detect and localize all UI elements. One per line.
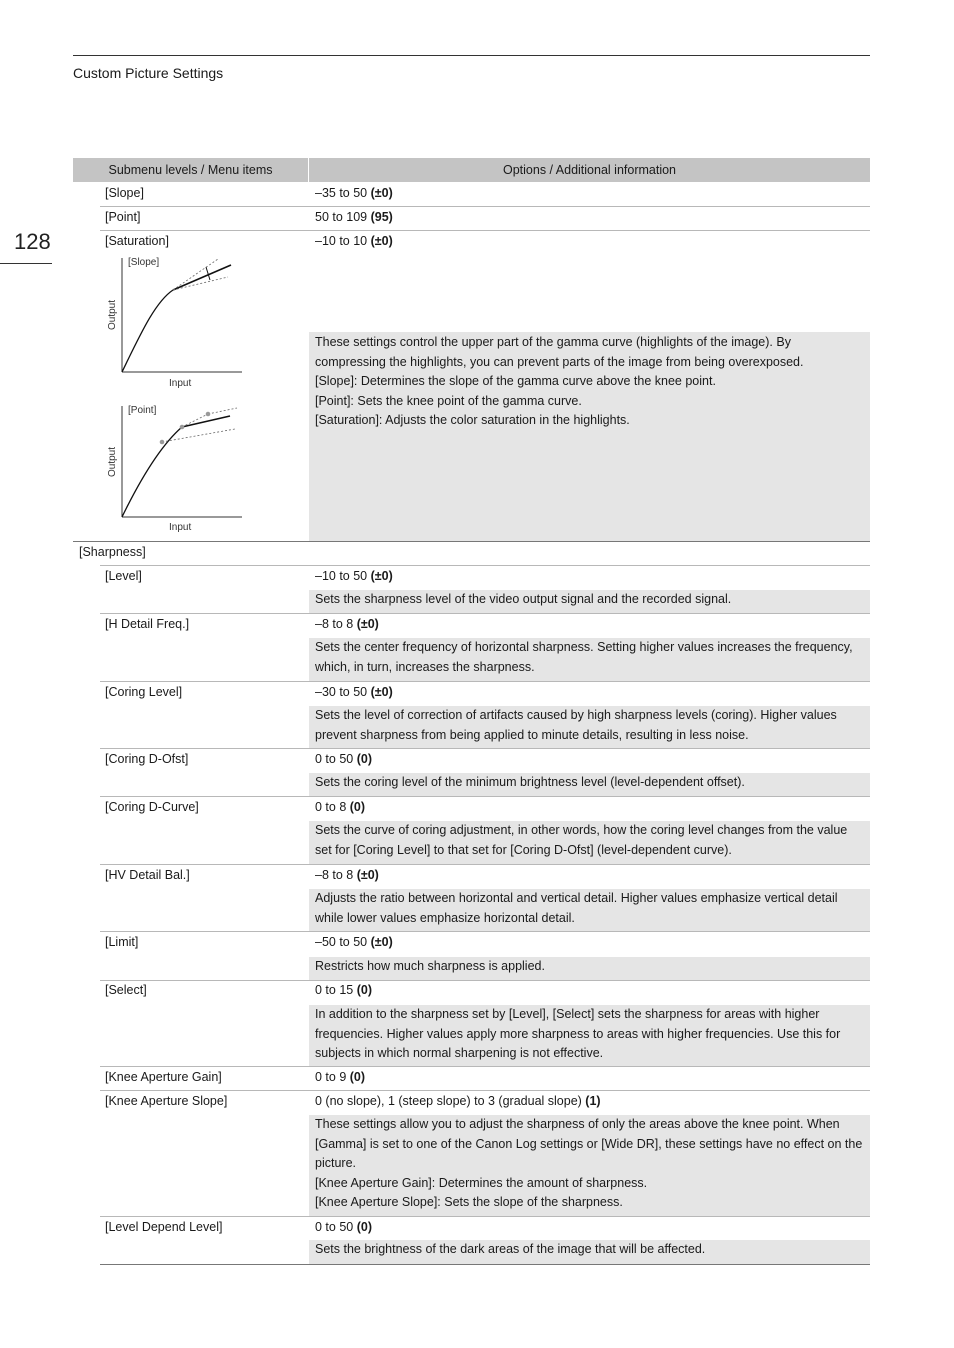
menu-item-coring-d-ofst: [Coring D-Ofst] bbox=[105, 752, 189, 766]
option-level: –10 to 50 (±0) bbox=[315, 569, 393, 583]
option-limit: –50 to 50 (±0) bbox=[315, 935, 393, 949]
graph-point-xlabel: Input bbox=[169, 522, 192, 533]
option-point: 50 to 109 (95) bbox=[315, 210, 393, 224]
table-bottom-rule bbox=[100, 1264, 870, 1265]
menu-item-level-depend-level: [Level Depend Level] bbox=[105, 1220, 223, 1234]
page-number: 128 bbox=[14, 229, 51, 254]
row-divider bbox=[100, 565, 870, 566]
level-description: Sets the sharpness level of the video output signal and the recorded signal. bbox=[309, 590, 870, 613]
menu-item-hv-detail-bal: [HV Detail Bal.] bbox=[105, 868, 190, 882]
knee-slope-steep bbox=[173, 259, 218, 290]
row-divider bbox=[100, 980, 870, 981]
option-level-depend-level: 0 to 50 (0) bbox=[315, 1220, 372, 1234]
column-header-options: Options / Additional information bbox=[309, 158, 870, 182]
row-divider bbox=[100, 748, 870, 749]
menu-item-h-detail-freq: [H Detail Freq.] bbox=[105, 617, 190, 631]
column-header-submenu: Submenu levels / Menu items bbox=[73, 158, 308, 182]
menu-item-saturation: [Saturation] bbox=[105, 234, 169, 248]
option-h-detail-freq: –8 to 8 (±0) bbox=[315, 617, 379, 631]
option-coring-d-ofst: 0 to 50 (0) bbox=[315, 752, 372, 766]
graph-point-ylabel: Output bbox=[107, 446, 118, 477]
knee-point-marker bbox=[180, 425, 185, 430]
knee-slope-graph bbox=[100, 250, 250, 395]
menu-item-limit: [Limit] bbox=[105, 935, 139, 949]
row-divider bbox=[100, 864, 870, 865]
menu-item-slope: [Slope] bbox=[105, 186, 144, 200]
knee-slope-line bbox=[173, 265, 231, 290]
menu-item-point: [Point] bbox=[105, 210, 141, 224]
page-number-rule bbox=[0, 263, 52, 264]
level-depend-level-description: Sets the brightness of the dark areas of the image that will be affected. bbox=[309, 1240, 870, 1264]
menu-item-knee-aperture-gain: [Knee Aperture Gain] bbox=[105, 1070, 222, 1084]
graph-slope-tag: [Slope] bbox=[128, 257, 160, 268]
knee-point-marker-high bbox=[206, 412, 211, 417]
row-divider bbox=[100, 230, 870, 231]
select-description: In addition to the sharpness set by [Level], [Select] sets the sharpness for areas with higher frequencies. Higher values apply more sharpness to areas with higher frequencies. Use this for subjects in which normal sharpening is not effective. bbox=[309, 1005, 870, 1066]
knee-description: These settings control the upper part of the gamma curve (highlights of the image). By compressing the highlights, you can prevent parts of the image from being overexposed. [Slope]: Determines the slope of the gamma curve above the knee point. [Point]: Sets the knee point of the gamma curve. [Saturation]: Adjusts the color saturation in the highlights. bbox=[309, 332, 870, 541]
knee-aperture-description: These settings allow you to adjust the sharpness of only the areas above the knee point. When [Gamma] is set to one of the Canon Log settings or [Wide DR], these settings have no effect on the picture. [Knee Aperture Gain]: Determines the amount of sharpness. [Knee Aperture Slope]: Sets the slope of the sharpness. bbox=[309, 1115, 870, 1216]
row-divider bbox=[100, 1090, 870, 1091]
knee-point-line bbox=[182, 416, 230, 427]
knee-point-high bbox=[182, 414, 208, 427]
option-knee-aperture-slope: 0 (no slope), 1 (steep slope) to 3 (gradual slope) (1) bbox=[315, 1094, 601, 1108]
graph-slope-ylabel: Output bbox=[107, 299, 118, 330]
option-slope: –35 to 50 (±0) bbox=[315, 186, 393, 200]
row-divider bbox=[100, 1216, 870, 1217]
menu-item-level: [Level] bbox=[105, 569, 142, 583]
graph-point-tag: [Point] bbox=[128, 405, 157, 416]
menu-item-knee-aperture-slope: [Knee Aperture Slope] bbox=[105, 1094, 228, 1108]
menu-item-coring-level: [Coring Level] bbox=[105, 685, 183, 699]
graph-slope-xlabel: Input bbox=[169, 378, 192, 389]
coring-d-ofst-description: Sets the coring level of the minimum brightness level (level-dependent offset). bbox=[309, 773, 870, 796]
section-divider bbox=[73, 541, 870, 542]
coring-d-curve-description: Sets the curve of coring adjustment, in other words, how the coring level changes from the value set for [Coring Level] to that set for [Coring D-Ofst] (level-dependent curve). bbox=[309, 821, 870, 864]
row-divider bbox=[100, 1066, 870, 1067]
header-rule bbox=[73, 55, 870, 56]
option-coring-d-curve: 0 to 8 (0) bbox=[315, 800, 366, 814]
row-divider bbox=[100, 613, 870, 614]
row-divider bbox=[100, 931, 870, 932]
coring-level-description: Sets the level of correction of artifacts caused by high sharpness levels (coring). Higher values prevent sharpness from being applied to minute details, resulting in less noise. bbox=[309, 706, 870, 748]
row-divider bbox=[100, 681, 870, 682]
option-select: 0 to 15 (0) bbox=[315, 983, 372, 997]
menu-sharpness: [Sharpness] bbox=[79, 545, 146, 559]
menu-item-coring-d-curve: [Coring D-Curve] bbox=[105, 800, 199, 814]
h-detail-freq-description: Sets the center frequency of horizontal sharpness. Setting higher values increases the frequency, which, in turn, increases the sharpness. bbox=[309, 638, 870, 681]
knee-point-marker-low bbox=[160, 440, 165, 445]
limit-description: Restricts how much sharpness is applied. bbox=[309, 957, 870, 980]
row-divider bbox=[100, 206, 870, 207]
knee-point-high-ext bbox=[208, 408, 237, 414]
hv-detail-bal-description: Adjusts the ratio between horizontal and vertical detail. Higher values emphasize vertical detail while lower values emphasize horizontal detail. bbox=[309, 889, 870, 931]
option-hv-detail-bal: –8 to 8 (±0) bbox=[315, 868, 379, 882]
menu-item-select: [Select] bbox=[105, 983, 147, 997]
gamma-curve bbox=[122, 290, 173, 372]
gamma-curve bbox=[122, 427, 182, 517]
section-title: Custom Picture Settings bbox=[73, 65, 224, 81]
option-coring-level: –30 to 50 (±0) bbox=[315, 685, 393, 699]
knee-point-graph bbox=[100, 398, 250, 540]
option-knee-aperture-gain: 0 to 9 (0) bbox=[315, 1070, 366, 1084]
row-divider bbox=[100, 796, 870, 797]
option-saturation: –10 to 10 (±0) bbox=[315, 234, 393, 248]
